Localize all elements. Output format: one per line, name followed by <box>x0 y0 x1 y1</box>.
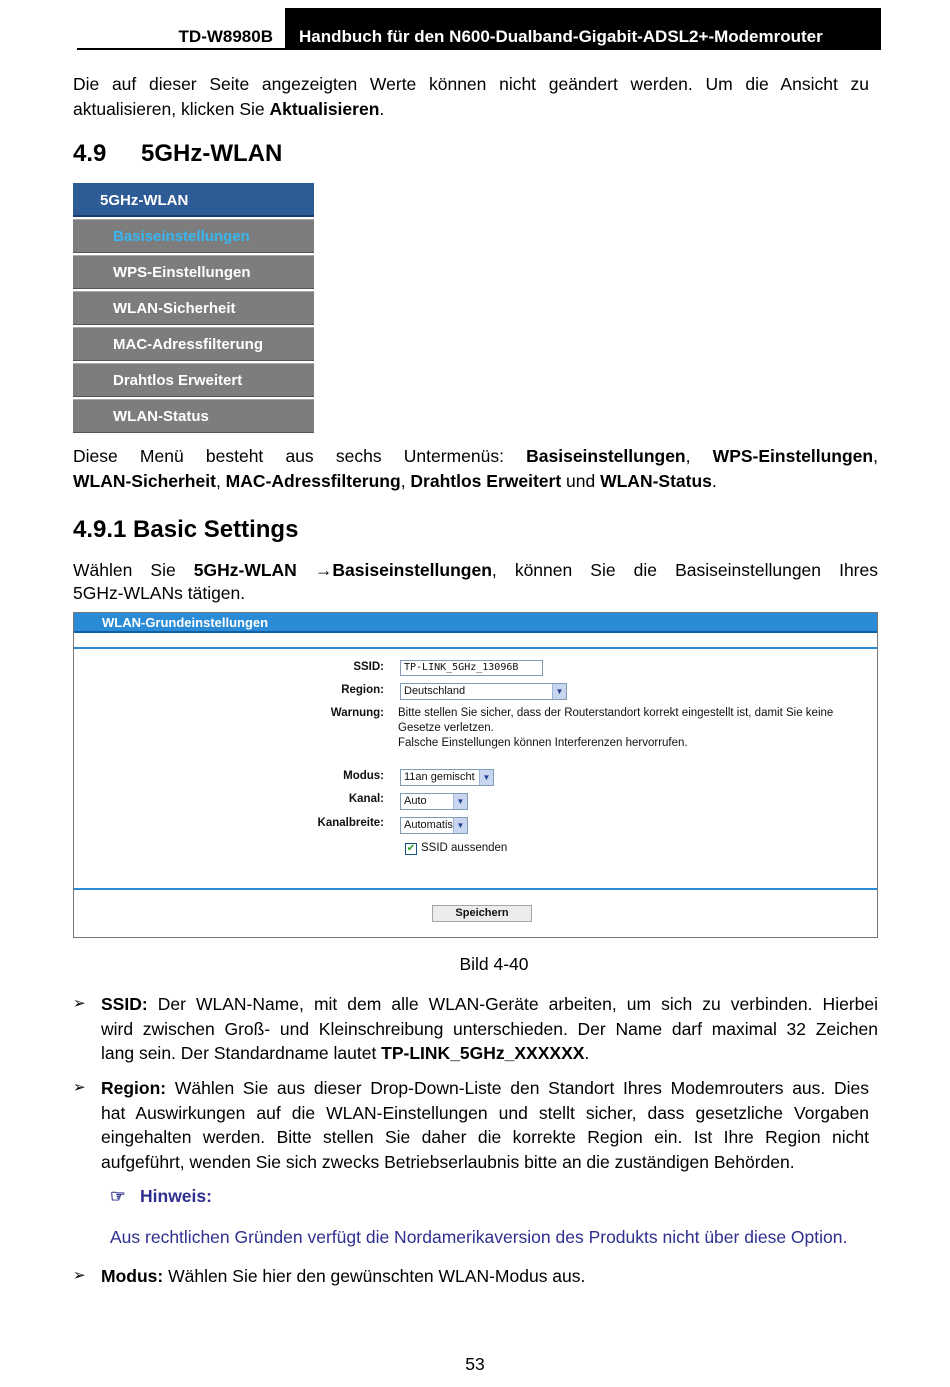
menu-item-sicherheit[interactable] <box>73 291 314 325</box>
width-label: Kanalbreite: <box>317 817 384 829</box>
section-number: 4.9 <box>73 140 107 167</box>
intro-text: aktualisieren, klicken Sie <box>73 98 270 119</box>
ssid-term: SSID: <box>101 994 148 1014</box>
desc-sep: , <box>873 446 878 466</box>
broadcast-label: SSID aussenden <box>421 842 508 854</box>
desc-sep: , <box>400 470 411 491</box>
region-term: Region: <box>101 1078 167 1098</box>
broadcast-checkbox[interactable]: ✔ <box>406 843 416 854</box>
width-value: Automatis <box>404 819 453 831</box>
intro-bold: Aktualisieren <box>269 98 380 119</box>
header-model: TD-W8980B <box>178 27 273 46</box>
ssid-input[interactable]: TP-LINK_5GHz_13096B <box>400 660 543 676</box>
desc-bold: MAC-Adressfilterung <box>225 470 401 491</box>
intro-paragraph <box>73 72 869 121</box>
bullet-body <box>101 992 878 1066</box>
bullet-arrow-icon: ➢ <box>73 995 86 1012</box>
figure-caption: Bild 4-40 <box>459 954 529 974</box>
bullet-body <box>101 1076 869 1174</box>
menu-head[interactable] <box>73 183 314 217</box>
chevron-down-icon: ▼ <box>479 770 493 785</box>
divider <box>74 647 877 649</box>
width-select[interactable] <box>400 817 468 834</box>
mode-line <box>101 1264 878 1289</box>
page-number: 53 <box>465 1354 485 1374</box>
desc-sep: und <box>561 470 601 491</box>
subsection-heading: 4.9.1 Basic Settings <box>73 516 299 543</box>
desc-sep: , <box>685 446 713 466</box>
menu-desc-line-2 <box>73 469 878 494</box>
chevron-down-icon: ▼ <box>552 684 566 699</box>
arrow-icon: → <box>296 560 333 580</box>
note-label: Hinweis: <box>140 1186 212 1206</box>
note-text: Aus rechtlichen Gründen verfügt die Nordamerikaversion des Produkts nicht über diese Option. <box>110 1227 848 1247</box>
menu-item-status[interactable] <box>73 399 314 433</box>
desc-bold: WLAN-Sicherheit <box>73 470 216 491</box>
header-title-box <box>285 8 881 50</box>
desc-text: Diese Menü besteht aus sechs Untermenüs: <box>73 446 527 466</box>
sub-intro-text: , können Sie die Basiseinstellungen Ihres <box>491 560 878 580</box>
intro-line-1: Die auf dieser Seite angezeigten Werte können nicht geändert werden. Um die Ansicht zu <box>73 74 869 94</box>
menu-description <box>73 444 878 493</box>
divider <box>74 888 877 890</box>
pointing-hand-icon: ☞ <box>110 1186 126 1206</box>
sub-intro-line-1 <box>73 558 878 583</box>
region-line-2: hat Auswirkungen auf die WLAN-Einstellungen und stellt sicher, dass gesetzliche Vorgaben <box>101 1102 869 1123</box>
menu-item-label: WLAN-Sicherheit <box>113 300 236 317</box>
region-select[interactable] <box>400 683 567 700</box>
menu-item-label: MAC-Adressfilterung <box>113 336 264 353</box>
save-button[interactable]: Speichern <box>432 905 532 922</box>
ssid-label: SSID: <box>353 661 384 673</box>
note-heading <box>110 1186 212 1207</box>
sub-intro-line-2: 5GHz-WLANs tätigen. <box>73 582 246 603</box>
desc-bold: WLAN-Status <box>600 470 712 491</box>
header-model-box <box>77 8 285 50</box>
warning-label: Warnung: <box>330 707 384 719</box>
menu-item-basiseinstellungen[interactable] <box>73 219 314 253</box>
region-value: Deutschland <box>404 685 466 697</box>
sub-intro-text: Wählen Sie <box>73 560 194 580</box>
warning-line-1: Bitte stellen Sie sicher, dass der Routerstandort korrekt eingestellt ist, damit Sie keine <box>398 707 834 719</box>
warning-line-3: Falsche Einstellungen können Interferenzen hervorrufen. <box>398 737 688 749</box>
wlan-menu <box>73 183 314 434</box>
desc-bold: Basiseinstellungen <box>526 446 686 466</box>
desc-sep: . <box>711 470 717 491</box>
ssid-period: . <box>584 1043 590 1063</box>
region-line-3: eingehalten werden. Bitte stellen Sie daher die korrekte Region ein. Ist Ihre Region nicht <box>101 1127 869 1147</box>
chevron-down-icon: ▼ <box>453 818 467 833</box>
panel-title-bar <box>74 613 877 633</box>
channel-value: Auto <box>404 795 427 807</box>
menu-item-label: WPS-Einstellungen <box>113 264 251 281</box>
menu-item-label: Basiseinstellungen <box>113 228 250 245</box>
sub-intro-bold: 5GHz-WLAN <box>193 560 297 580</box>
desc-sep: , <box>215 470 226 491</box>
mode-term: Modus: <box>101 1266 164 1286</box>
ssid-line-2: wird zwischen Groß- und Kleinschreibung unterschieden. Der Name darf maximal 32 Zeichen <box>101 1018 878 1039</box>
menu-item-erweitert[interactable] <box>73 363 314 397</box>
menu-item-label: WLAN-Status <box>113 408 209 425</box>
channel-label: Kanal: <box>348 793 384 805</box>
ssid-line-1 <box>101 992 878 1017</box>
channel-select[interactable] <box>400 793 468 810</box>
section-heading <box>73 140 282 168</box>
desc-bold: Drahtlos Erweitert <box>410 470 562 491</box>
ssid-line-3 <box>101 1041 878 1066</box>
bullet-arrow-icon: ➢ <box>73 1267 86 1284</box>
intro-period: . <box>379 98 385 119</box>
mode-value: 11an gemischt <box>404 771 475 783</box>
settings-screenshot <box>73 612 878 938</box>
mode-text: Wählen Sie hier den gewünschten WLAN-Modus aus. <box>163 1266 586 1286</box>
mode-label: Modus: <box>343 770 384 782</box>
region-line-1 <box>101 1076 869 1101</box>
bullet-body <box>101 1264 878 1289</box>
panel-title: WLAN-Grundeinstellungen <box>102 615 269 630</box>
mode-select[interactable] <box>400 769 494 786</box>
subsection-intro <box>73 558 878 603</box>
warning-line-2: Gesetze verletzen. <box>398 722 494 734</box>
header-title: Handbuch für den N600-Dualband-Gigabit-ADSL2+-Modemrouter <box>299 27 823 46</box>
ssid-default-name: TP-LINK_5GHz_XXXXXX <box>381 1043 585 1063</box>
menu-item-wps[interactable] <box>73 255 314 289</box>
region-text: Wählen Sie aus dieser Drop-Down-Liste den Standort Ihres Modemrouters aus. Dies <box>166 1078 869 1098</box>
ssid-text: Der WLAN-Name, mit dem alle WLAN-Geräte arbeiten, um sich zu verbinden. Hierbei <box>147 994 878 1014</box>
bullet-arrow-icon: ➢ <box>73 1079 86 1096</box>
region-label: Region: <box>341 684 384 696</box>
menu-desc-line-1 <box>73 444 878 469</box>
chevron-down-icon: ▼ <box>453 794 467 809</box>
region-line-4: aufgeführt, wenden Sie sich zwecks Betriebserlaubnis bitte an die zuständigen Behörden. <box>101 1151 795 1172</box>
sub-intro-bold: Basiseinstellungen <box>332 560 492 580</box>
intro-line-2 <box>73 97 869 122</box>
menu-item-label: Drahtlos Erweitert <box>113 372 243 389</box>
menu-item-mac-filter[interactable] <box>73 327 314 361</box>
ssid-text: lang sein. Der Standardname lautet <box>101 1043 382 1063</box>
desc-bold: WPS-Einstellungen <box>712 446 874 466</box>
section-title: 5GHz-WLAN <box>141 140 283 167</box>
page-header <box>77 8 881 50</box>
menu-head-label: 5GHz-WLAN <box>100 192 189 209</box>
